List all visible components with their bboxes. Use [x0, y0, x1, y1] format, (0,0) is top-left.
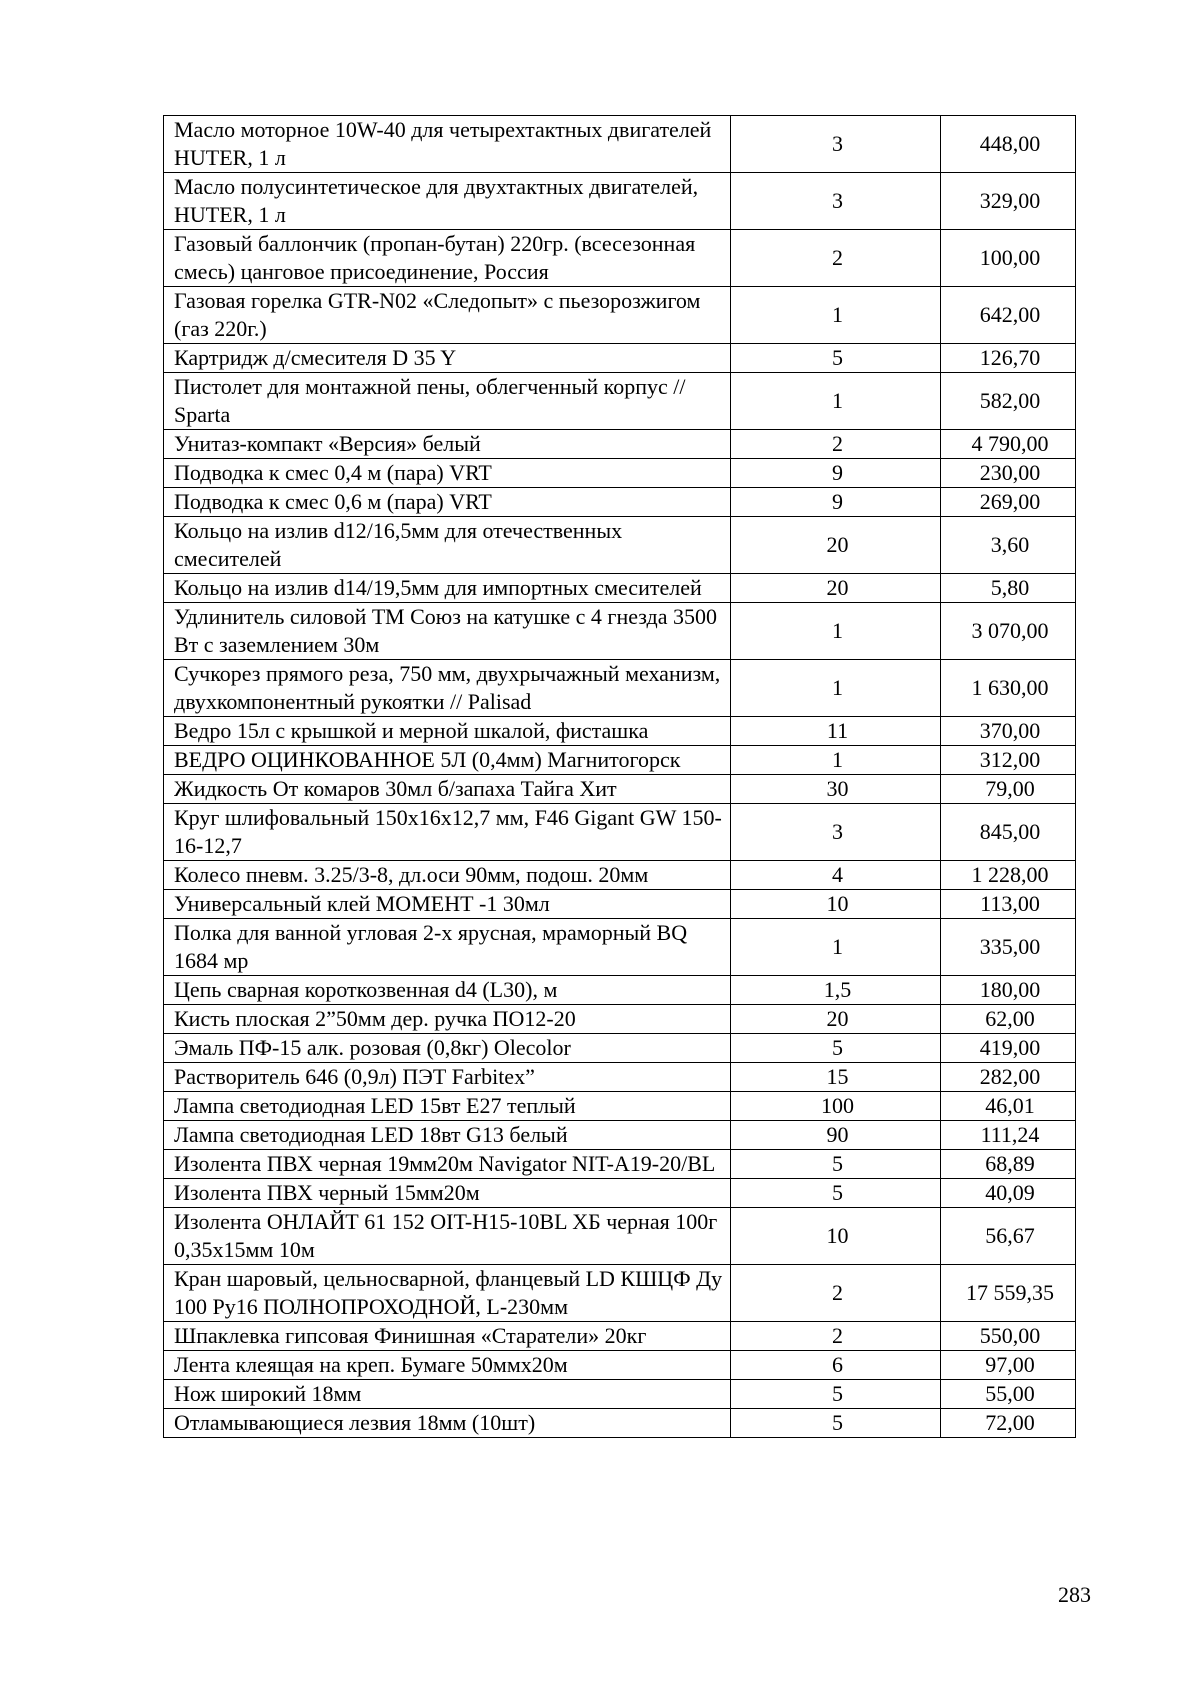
page-number: 283: [1058, 1582, 1091, 1607]
price-cell: 282,00: [941, 1063, 1076, 1092]
item-name-cell: Кольцо на излив d14/19,5мм для импортных смесителей: [164, 574, 731, 603]
item-name-cell: Универсальный клей МОМЕНТ -1 30мл: [164, 890, 731, 919]
table-row: [164, 1208, 1076, 1265]
table-row: [164, 116, 1076, 173]
table-row: [164, 344, 1076, 373]
item-name-cell: Лампа светодиодная LED 15вт Е27 теплый: [164, 1092, 731, 1121]
quantity-cell: 15: [731, 1063, 941, 1092]
item-name-cell: Изолента ОНЛАЙТ 61 152 OIT-H15-10BL ХБ черная 100г 0,35x15мм 10м: [164, 1208, 731, 1265]
table-row: [164, 1409, 1076, 1438]
table-row: [164, 1005, 1076, 1034]
table-row: [164, 1063, 1076, 1092]
item-name-cell: Кран шаровый, цельносварной, фланцевый LD КШЦФ Ду 100 Ру16 ПОЛНОПРОХОДНОЙ, L-230мм: [164, 1265, 731, 1322]
table-row: [164, 1179, 1076, 1208]
quantity-cell: 1: [731, 373, 941, 430]
price-cell: 72,00: [941, 1409, 1076, 1438]
price-cell: 79,00: [941, 775, 1076, 804]
item-name-cell: Масло моторное 10W-40 для четырехтактных двигателей HUTER, 1 л: [164, 116, 731, 173]
item-name-cell: Лента клеящая на креп. Бумаге 50ммх20м: [164, 1351, 731, 1380]
table-row: [164, 373, 1076, 430]
item-name-cell: Лампа светодиодная LED 18вт G13 белый: [164, 1121, 731, 1150]
price-cell: 40,09: [941, 1179, 1076, 1208]
item-name-cell: Изолента ПВХ черная 19мм20м Navigator NIT-A19-20/BL: [164, 1150, 731, 1179]
price-cell: 582,00: [941, 373, 1076, 430]
price-cell: 55,00: [941, 1380, 1076, 1409]
quantity-cell: 1: [731, 919, 941, 976]
price-cell: 68,89: [941, 1150, 1076, 1179]
table-row: [164, 1121, 1076, 1150]
quantity-cell: 3: [731, 116, 941, 173]
quantity-cell: 10: [731, 890, 941, 919]
quantity-cell: 6: [731, 1351, 941, 1380]
item-name-cell: Кисть плоская 2”50мм дер. ручка ПО12-20: [164, 1005, 731, 1034]
item-name-cell: ВЕДРО ОЦИНКОВАННОЕ 5Л (0,4мм) Магнитогорск: [164, 746, 731, 775]
quantity-cell: 5: [731, 344, 941, 373]
price-cell: 845,00: [941, 804, 1076, 861]
table-row: [164, 230, 1076, 287]
price-cell: 1 630,00: [941, 660, 1076, 717]
price-cell: 230,00: [941, 459, 1076, 488]
quantity-cell: 2: [731, 1265, 941, 1322]
item-name-cell: Нож широкий 18мм: [164, 1380, 731, 1409]
quantity-cell: 5: [731, 1179, 941, 1208]
item-name-cell: Удлинитель силовой ТМ Союз на катушке с 4 гнезда 3500 Вт с заземлением 30м: [164, 603, 731, 660]
items-table: [163, 115, 1076, 1438]
table-row: [164, 746, 1076, 775]
item-name-cell: Растворитель 646 (0,9л) ПЭТ Farbitex”: [164, 1063, 731, 1092]
quantity-cell: 1: [731, 746, 941, 775]
quantity-cell: 30: [731, 775, 941, 804]
quantity-cell: 1: [731, 660, 941, 717]
price-cell: 3,60: [941, 517, 1076, 574]
table-row: [164, 1322, 1076, 1351]
price-cell: 550,00: [941, 1322, 1076, 1351]
price-cell: 4 790,00: [941, 430, 1076, 459]
item-name-cell: Газовая горелка GTR-N02 «Следопыт» с пьезорозжигом (газ 220г.): [164, 287, 731, 344]
price-cell: 46,01: [941, 1092, 1076, 1121]
table-row: [164, 173, 1076, 230]
quantity-cell: 2: [731, 230, 941, 287]
price-cell: 17 559,35: [941, 1265, 1076, 1322]
item-name-cell: Круг шлифовальный 150x16x12,7 мм, F46 Gigant GW 150-16-12,7: [164, 804, 731, 861]
price-cell: 111,24: [941, 1121, 1076, 1150]
item-name-cell: Шпаклевка гипсовая Финишная «Старатели» 20кг: [164, 1322, 731, 1351]
table-row: [164, 603, 1076, 660]
table-row: [164, 1380, 1076, 1409]
price-cell: 329,00: [941, 173, 1076, 230]
table-row: [164, 717, 1076, 746]
quantity-cell: 20: [731, 574, 941, 603]
price-cell: 180,00: [941, 976, 1076, 1005]
item-name-cell: Унитаз-компакт «Версия» белый: [164, 430, 731, 459]
table-row: [164, 1092, 1076, 1121]
item-name-cell: Полка для ванной угловая 2-х ярусная, мраморный BQ 1684 мр: [164, 919, 731, 976]
quantity-cell: 100: [731, 1092, 941, 1121]
table-row: [164, 574, 1076, 603]
quantity-cell: 5: [731, 1380, 941, 1409]
item-name-cell: Эмаль ПФ-15 алк. розовая (0,8кг) Olecolor: [164, 1034, 731, 1063]
item-name-cell: Отламывающиеся лезвия 18мм (10шт): [164, 1409, 731, 1438]
item-name-cell: Ведро 15л с крышкой и мерной шкалой, фисташка: [164, 717, 731, 746]
quantity-cell: 5: [731, 1150, 941, 1179]
price-cell: 56,67: [941, 1208, 1076, 1265]
price-cell: 269,00: [941, 488, 1076, 517]
quantity-cell: 2: [731, 1322, 941, 1351]
item-name-cell: Пистолет для монтажной пены, облегченный корпус // Sparta: [164, 373, 731, 430]
quantity-cell: 90: [731, 1121, 941, 1150]
table-row: [164, 287, 1076, 344]
quantity-cell: 5: [731, 1034, 941, 1063]
item-name-cell: Колесо пневм. 3.25/3-8, дл.оси 90мм, подош. 20мм: [164, 861, 731, 890]
price-cell: 1 228,00: [941, 861, 1076, 890]
item-name-cell: Кольцо на излив d12/16,5мм для отечественных смесителей: [164, 517, 731, 574]
item-name-cell: Цепь сварная короткозвенная d4 (L30), м: [164, 976, 731, 1005]
table-row: [164, 1150, 1076, 1179]
price-cell: 419,00: [941, 1034, 1076, 1063]
quantity-cell: 1: [731, 287, 941, 344]
price-cell: 113,00: [941, 890, 1076, 919]
table-row: [164, 517, 1076, 574]
quantity-cell: 5: [731, 1409, 941, 1438]
price-cell: 448,00: [941, 116, 1076, 173]
price-cell: 62,00: [941, 1005, 1076, 1034]
price-cell: 370,00: [941, 717, 1076, 746]
item-name-cell: Жидкость От комаров 30мл б/запаха Тайга Хит: [164, 775, 731, 804]
table-row: [164, 660, 1076, 717]
item-name-cell: Сучкорез прямого реза, 750 мм, двухрычажный механизм, двухкомпонентный рукоятки // Palisad: [164, 660, 731, 717]
quantity-cell: 20: [731, 1005, 941, 1034]
price-cell: 97,00: [941, 1351, 1076, 1380]
table-row: [164, 1265, 1076, 1322]
item-name-cell: Картридж д/смесителя D 35 Y: [164, 344, 731, 373]
quantity-cell: 4: [731, 861, 941, 890]
table-row: [164, 1034, 1076, 1063]
quantity-cell: 1,5: [731, 976, 941, 1005]
item-name-cell: Подводка к смес 0,4 м (пара) VRT: [164, 459, 731, 488]
quantity-cell: 11: [731, 717, 941, 746]
table-row: [164, 459, 1076, 488]
price-cell: 5,80: [941, 574, 1076, 603]
quantity-cell: 2: [731, 430, 941, 459]
table-row: [164, 488, 1076, 517]
items-table-container: [163, 115, 1075, 1438]
price-cell: 312,00: [941, 746, 1076, 775]
table-row: [164, 861, 1076, 890]
quantity-cell: 10: [731, 1208, 941, 1265]
items-table-body: [164, 116, 1076, 1438]
table-row: [164, 1351, 1076, 1380]
table-row: [164, 775, 1076, 804]
item-name-cell: Газовый баллончик (пропан-бутан) 220гр. (всесезонная смесь) цанговое присоединение, Россия: [164, 230, 731, 287]
price-cell: 335,00: [941, 919, 1076, 976]
price-cell: 642,00: [941, 287, 1076, 344]
price-cell: 100,00: [941, 230, 1076, 287]
quantity-cell: 9: [731, 488, 941, 517]
table-row: [164, 976, 1076, 1005]
table-row: [164, 804, 1076, 861]
table-row: [164, 919, 1076, 976]
price-cell: 3 070,00: [941, 603, 1076, 660]
quantity-cell: 3: [731, 804, 941, 861]
item-name-cell: Подводка к смес 0,6 м (пара) VRT: [164, 488, 731, 517]
quantity-cell: 20: [731, 517, 941, 574]
table-row: [164, 430, 1076, 459]
table-row: [164, 890, 1076, 919]
item-name-cell: Изолента ПВХ черный 15мм20м: [164, 1179, 731, 1208]
item-name-cell: Масло полусинтетическое для двухтактных двигателей, HUTER, 1 л: [164, 173, 731, 230]
quantity-cell: 9: [731, 459, 941, 488]
quantity-cell: 3: [731, 173, 941, 230]
price-cell: 126,70: [941, 344, 1076, 373]
quantity-cell: 1: [731, 603, 941, 660]
